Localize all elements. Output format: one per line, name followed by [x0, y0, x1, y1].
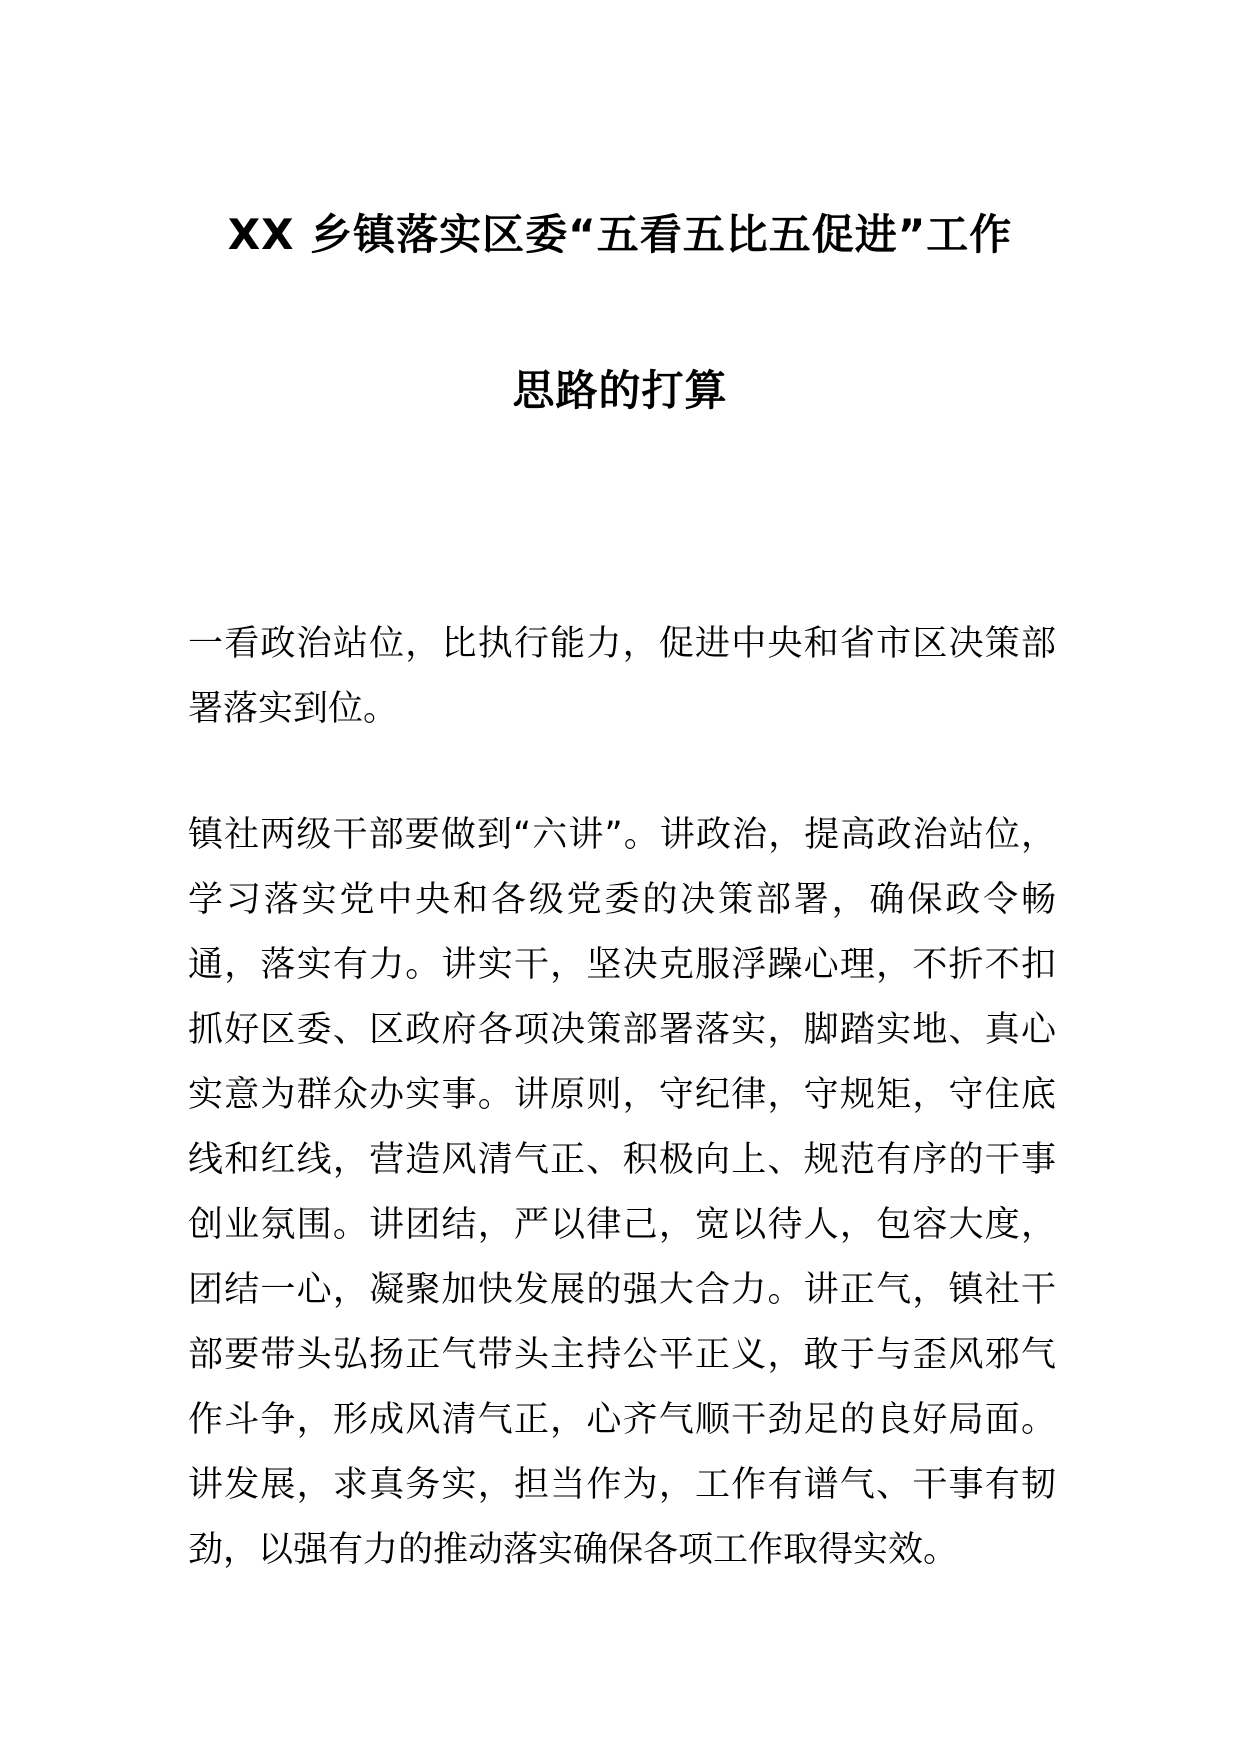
- paragraph-1: 一看政治站位，比执行能力，促进中央和省市区决策部署落实到位。: [188, 624, 1056, 729]
- paragraph-2: 镇社两级干部要做到“六讲”。讲政治，提高政治站位，学习落实党中央和各级党委的决策部署，确保政令畅通，落实有力。讲实干，坚决克服浮躁心理，不折不扣抓好区委、区政府各项决策部署落实，脚踏实地、真心实意为群众办实事。讲原则，守纪律，守规矩，守住底线和红线，营造风清气正、积极向上、规范有序的干事创业氛围。讲团结，严以律己，宽以待人，包容大度，团结一心，凝聚加快发展的强大合力。讲正气，镇社干部要带头弘扬正气带头主持公平正义，敢于与歪风邪气作斗争，形成风清气正，心齐气顺干劲足的良好局面。讲发展，求真务实，担当作为，工作有谱气、干事有韧劲，以强有力的推动落实确保各项工作取得实效。: [188, 815, 1056, 1570]
- document-title-line-1: XX 乡镇落实区委“五看五比五促进”工作: [227, 210, 1013, 259]
- document-title-line-2: 思路的打算: [512, 366, 728, 415]
